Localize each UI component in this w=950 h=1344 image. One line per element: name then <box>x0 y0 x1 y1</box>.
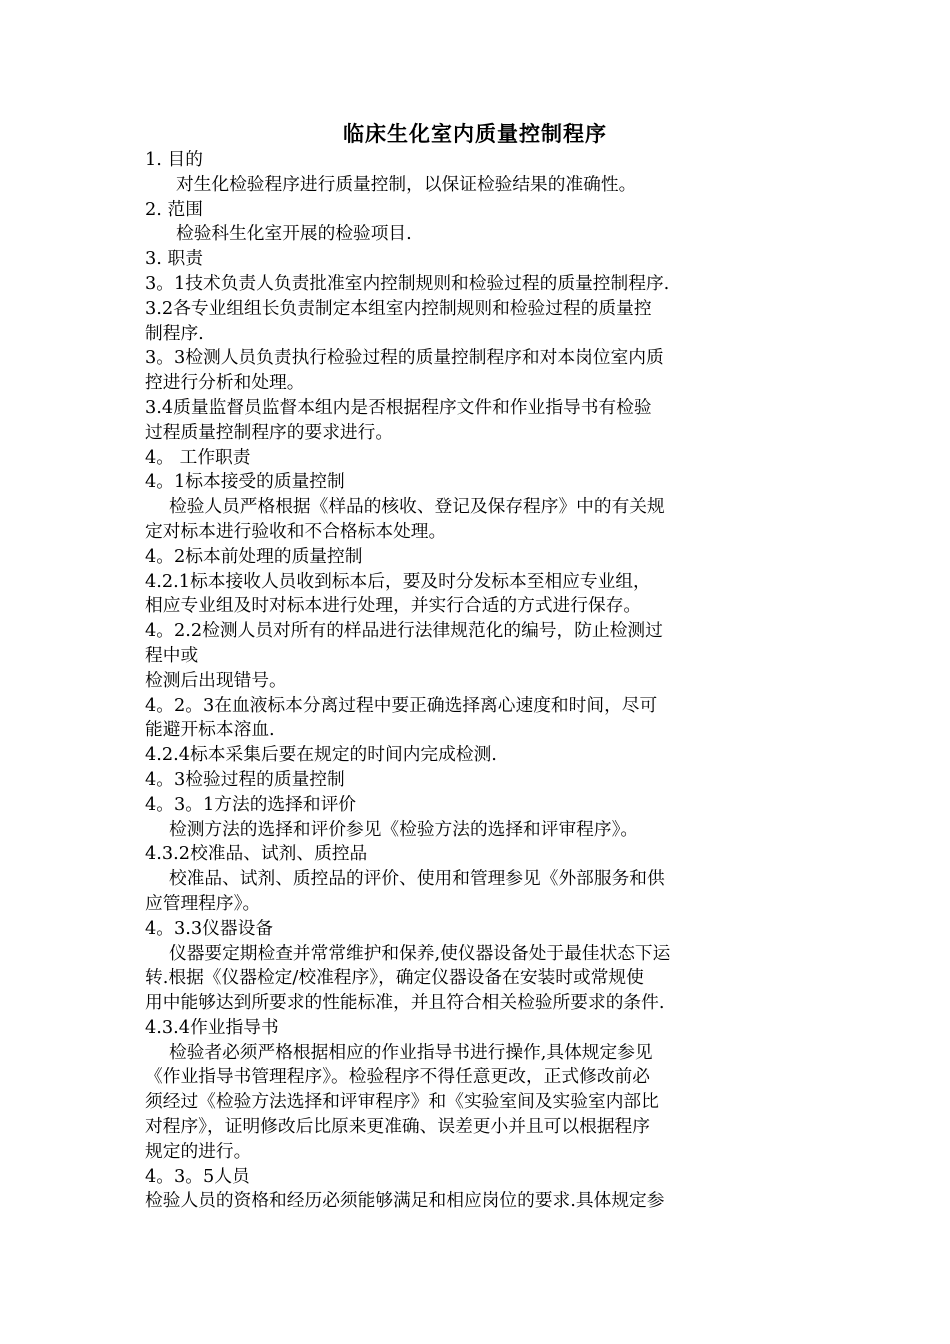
document-body <box>145 148 815 1214</box>
text-line: 相应专业组及时对标本进行处理，并实行合适的方式进行保存。 <box>145 596 642 617</box>
text-line: 3。3检测人员负责执行检验过程的质量控制程序和对本岗位室内质 <box>145 348 664 369</box>
text-line: 对生化检验程序进行质量控制，以保证检验结果的准确性。 <box>176 174 637 195</box>
text-line: 4。3检验过程的质量控制 <box>145 769 345 790</box>
text-line: 4。2标本前处理的质量控制 <box>145 546 363 567</box>
text-line: 规定的进行。 <box>145 1141 252 1162</box>
text-line: 能避开标本溶血. <box>145 720 275 741</box>
text-line: 检验人员的资格和经历必须能够满足和相应岗位的要求.具体规定参 <box>145 1191 665 1212</box>
text-line: 4.2.4标本采集后要在规定的时间内完成检测. <box>145 745 497 766</box>
text-line: 校准品、试剂、质控品的评价、使用和管理参见《外部服务和供 <box>169 869 665 890</box>
text-line: 转.根据《仪器检定/校准程序》，确定仪器设备在安装时或常规使 <box>145 968 644 989</box>
text-line: 4。3.3仪器设备 <box>145 918 274 939</box>
text-line: 4。1标本接受的质量控制 <box>145 472 345 493</box>
text-line: 应管理程序》。 <box>145 893 261 914</box>
text-line: 仪器要定期检查并常常维护和保养,使仪器设备处于最佳状态下运 <box>169 943 671 964</box>
text-line: 4。3。5人员 <box>145 1166 250 1187</box>
text-line: 4。2.2检测人员对所有的样品进行法律规范化的编号，防止检测过 <box>145 621 663 642</box>
text-line: 检验者必须严格根据相应的作业指导书进行操作,具体规定参见 <box>169 1042 653 1063</box>
text-line: 检验科生化室开展的检验项目. <box>176 224 412 245</box>
text-line: 2. 范围 <box>145 199 203 220</box>
text-line: 4.3.4作业指导书 <box>145 1017 279 1038</box>
text-line: 程中或 <box>145 645 199 666</box>
text-line: 1. 目的 <box>145 150 203 170</box>
text-line: 3。1技术负责人负责批准室内控制规则和检验过程的质量控制程序. <box>145 273 670 294</box>
text-line: 检测方法的选择和评价参见《检验方法的选择和评审程序》。 <box>169 819 639 840</box>
text-line: 《作业指导书管理程序》。检验程序不得任意更改，正式修改前必 <box>145 1067 650 1088</box>
text-line: 4.3.2校准品、试剂、质控品 <box>145 844 368 865</box>
text-line: 检测后出现错号。 <box>145 670 287 691</box>
text-line: 3. 职责 <box>145 249 203 270</box>
text-line: 4。 工作职责 <box>145 447 251 468</box>
text-line: 对程序》，证明修改后比原来更准确、误差更小并且可以根据程序 <box>145 1117 650 1138</box>
document-title: 临床生化室内质量控制程序 <box>343 122 607 146</box>
text-line: 4.2.1标本接收人员收到标本后，要及时分发标本至相应专业组， <box>145 571 651 592</box>
text-line: 4。3。1方法的选择和评价 <box>145 794 357 815</box>
text-line: 定对标本进行验收和不合格标本处理。 <box>145 521 447 542</box>
text-line: 3.4质量监督员监督本组内是否根据程序文件和作业指导书有检验 <box>145 397 652 418</box>
text-line: 控进行分析和处理。 <box>145 373 305 394</box>
text-line: 4。2。3在血液标本分离过程中要正确选择离心速度和时间，尽可 <box>145 695 658 716</box>
text-line: 须经过《检验方法选择和评审程序》和《实验室间及实验室内部比 <box>145 1092 659 1113</box>
text-line: 制程序. <box>145 323 204 344</box>
text-line: 3.2各专业组组长负责制定本组室内控制规则和检验过程的质量控 <box>145 298 652 319</box>
text-line: 检验人员严格根据《样品的核收、登记及保存程序》中的有关规 <box>169 497 665 518</box>
text-line: 过程质量控制程序的要求进行。 <box>145 422 394 443</box>
text-line: 用中能够达到所要求的性能标准，并且符合相关检验所要求的条件. <box>145 993 665 1014</box>
